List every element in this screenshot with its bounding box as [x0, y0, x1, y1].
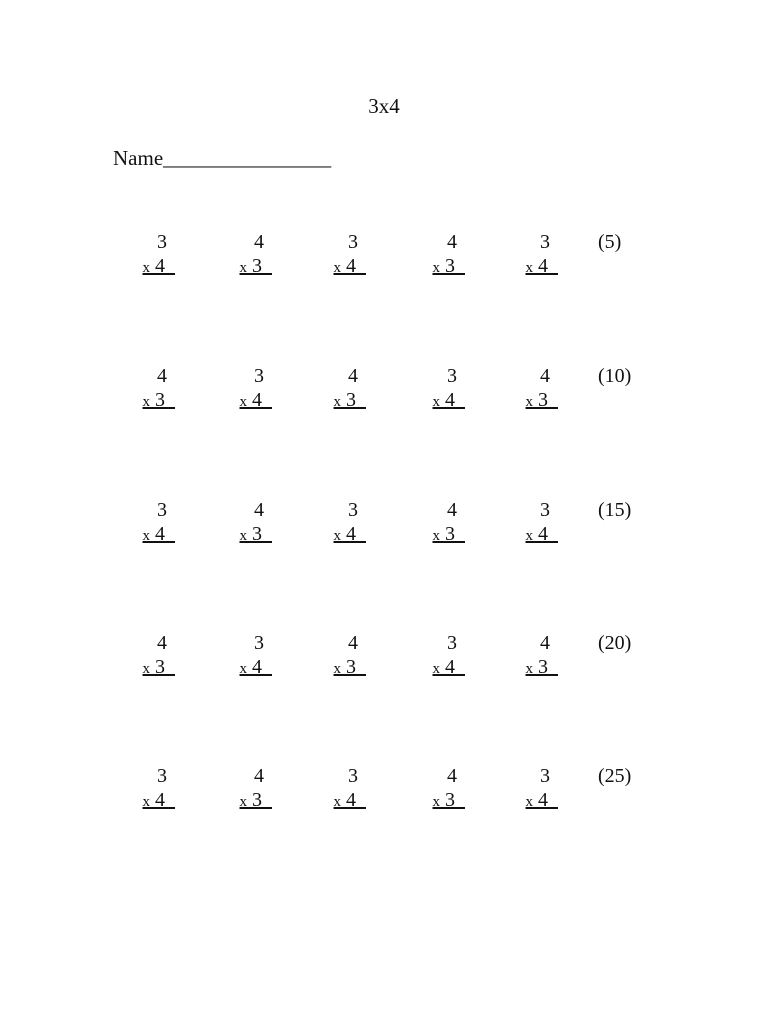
multiplicand: 4	[540, 365, 550, 387]
multiplier-line	[240, 788, 273, 814]
multiplicand: 4	[348, 365, 358, 387]
multiplier: 4	[252, 656, 262, 678]
multiplier-line	[334, 655, 367, 681]
problem-row	[0, 230, 768, 290]
multiplicand: 4	[540, 632, 550, 654]
multiplier-line	[526, 788, 559, 814]
times-operator: x	[432, 661, 440, 677]
name-label: Name	[113, 146, 164, 170]
name-field	[113, 146, 331, 171]
times-operator: x	[239, 661, 247, 677]
multiplier-line	[334, 254, 367, 280]
multiplier-line	[334, 788, 367, 814]
times-operator: x	[333, 794, 341, 810]
multiplicand: 3	[447, 632, 457, 654]
multiplicand: 3	[254, 365, 264, 387]
multiplicand: 3	[540, 499, 550, 521]
multiplication-problem	[306, 764, 366, 824]
multiplier: 3	[538, 656, 548, 678]
multiplier: 4	[346, 255, 356, 277]
multiplicand: 4	[447, 231, 457, 253]
multiplicand: 3	[348, 499, 358, 521]
multiplier: 4	[155, 255, 165, 277]
multiplication-problem	[405, 230, 465, 290]
times-operator: x	[525, 528, 533, 544]
multiplicand: 4	[348, 632, 358, 654]
times-operator: x	[432, 794, 440, 810]
times-operator: x	[239, 260, 247, 276]
multiplier-line	[334, 522, 367, 548]
problem-count-label: (5)	[598, 231, 622, 253]
multiplicand: 4	[254, 499, 264, 521]
multiplicand: 4	[447, 765, 457, 787]
times-operator: x	[142, 794, 150, 810]
multiplier-line	[143, 522, 176, 548]
multiplication-problem	[405, 364, 465, 424]
times-operator: x	[142, 394, 150, 410]
times-operator: x	[432, 260, 440, 276]
multiplier: 4	[346, 523, 356, 545]
problem-count-label: (10)	[598, 365, 632, 387]
name-blank: ________________	[163, 146, 332, 170]
multiplicand: 3	[348, 765, 358, 787]
multiplier: 3	[252, 255, 262, 277]
multiplier: 4	[538, 789, 548, 811]
times-operator: x	[333, 260, 341, 276]
multiplier-line	[526, 254, 559, 280]
multiplier-line	[334, 388, 367, 414]
times-operator: x	[432, 394, 440, 410]
multiplier-line	[433, 655, 466, 681]
multiplier: 3	[252, 789, 262, 811]
times-operator: x	[333, 394, 341, 410]
multiplication-problem	[306, 498, 366, 558]
multiplier: 3	[155, 656, 165, 678]
multiplication-problem	[498, 498, 558, 558]
multiplicand: 3	[157, 499, 167, 521]
problem-count-label: (15)	[598, 499, 632, 521]
multiplier: 4	[445, 656, 455, 678]
multiplier: 3	[252, 523, 262, 545]
multiplicand: 3	[254, 632, 264, 654]
times-operator: x	[142, 528, 150, 544]
multiplier: 4	[346, 789, 356, 811]
times-operator: x	[333, 661, 341, 677]
multiplier-line	[526, 388, 559, 414]
multiplier-line	[143, 388, 176, 414]
times-operator: x	[239, 394, 247, 410]
multiplier: 3	[445, 523, 455, 545]
problem-count-label: (20)	[598, 632, 632, 654]
multiplier-line	[143, 655, 176, 681]
worksheet-title: 3x4	[368, 94, 400, 118]
multiplication-problem	[405, 498, 465, 558]
multiplication-problem	[115, 498, 175, 558]
times-operator: x	[239, 528, 247, 544]
multiplication-problem	[306, 631, 366, 691]
multiplication-problem	[115, 364, 175, 424]
multiplication-problem	[212, 764, 272, 824]
multiplier: 4	[155, 523, 165, 545]
multiplicand: 4	[254, 231, 264, 253]
problem-row	[0, 364, 768, 424]
times-operator: x	[142, 661, 150, 677]
multiplier: 3	[155, 389, 165, 411]
multiplier: 3	[346, 389, 356, 411]
multiplier: 4	[538, 523, 548, 545]
times-operator: x	[239, 794, 247, 810]
times-operator: x	[432, 528, 440, 544]
multiplication-problem	[306, 364, 366, 424]
multiplicand: 4	[157, 365, 167, 387]
multiplication-problem	[498, 364, 558, 424]
multiplier-line	[240, 655, 273, 681]
problem-count-label: (25)	[598, 765, 632, 787]
multiplication-problem	[405, 631, 465, 691]
multiplication-problem	[212, 631, 272, 691]
multiplication-problem	[212, 230, 272, 290]
multiplier-line	[433, 254, 466, 280]
times-operator: x	[525, 394, 533, 410]
multiplicand: 4	[254, 765, 264, 787]
multiplication-problem	[115, 230, 175, 290]
multiplier-line	[433, 522, 466, 548]
times-operator: x	[525, 661, 533, 677]
multiplier: 3	[538, 389, 548, 411]
multiplier-line	[433, 788, 466, 814]
multiplier: 4	[155, 789, 165, 811]
multiplication-problem	[115, 764, 175, 824]
multiplier: 3	[445, 789, 455, 811]
multiplication-problem	[212, 364, 272, 424]
problem-row	[0, 764, 768, 824]
multiplier: 4	[445, 389, 455, 411]
multiplication-problem	[498, 631, 558, 691]
multiplier-line	[433, 388, 466, 414]
multiplication-problem	[306, 230, 366, 290]
multiplication-problem	[498, 230, 558, 290]
times-operator: x	[333, 528, 341, 544]
multiplication-problem	[212, 498, 272, 558]
problem-row	[0, 631, 768, 691]
multiplicand: 4	[157, 632, 167, 654]
multiplicand: 3	[540, 231, 550, 253]
multiplier: 4	[538, 255, 548, 277]
multiplier-line	[240, 388, 273, 414]
multiplier-line	[143, 788, 176, 814]
multiplier-line	[526, 655, 559, 681]
multiplication-problem	[498, 764, 558, 824]
times-operator: x	[525, 794, 533, 810]
multiplicand: 3	[540, 765, 550, 787]
times-operator: x	[525, 260, 533, 276]
multiplier-line	[240, 522, 273, 548]
multiplication-problem	[405, 764, 465, 824]
multiplier-line	[143, 254, 176, 280]
multiplier: 3	[346, 656, 356, 678]
multiplicand: 3	[157, 231, 167, 253]
multiplicand: 4	[447, 499, 457, 521]
multiplicand: 3	[447, 365, 457, 387]
times-operator: x	[142, 260, 150, 276]
multiplier-line	[526, 522, 559, 548]
multiplicand: 3	[348, 231, 358, 253]
multiplier: 4	[252, 389, 262, 411]
problem-row	[0, 498, 768, 558]
multiplicand: 3	[157, 765, 167, 787]
multiplier: 3	[445, 255, 455, 277]
multiplication-problem	[115, 631, 175, 691]
multiplier-line	[240, 254, 273, 280]
